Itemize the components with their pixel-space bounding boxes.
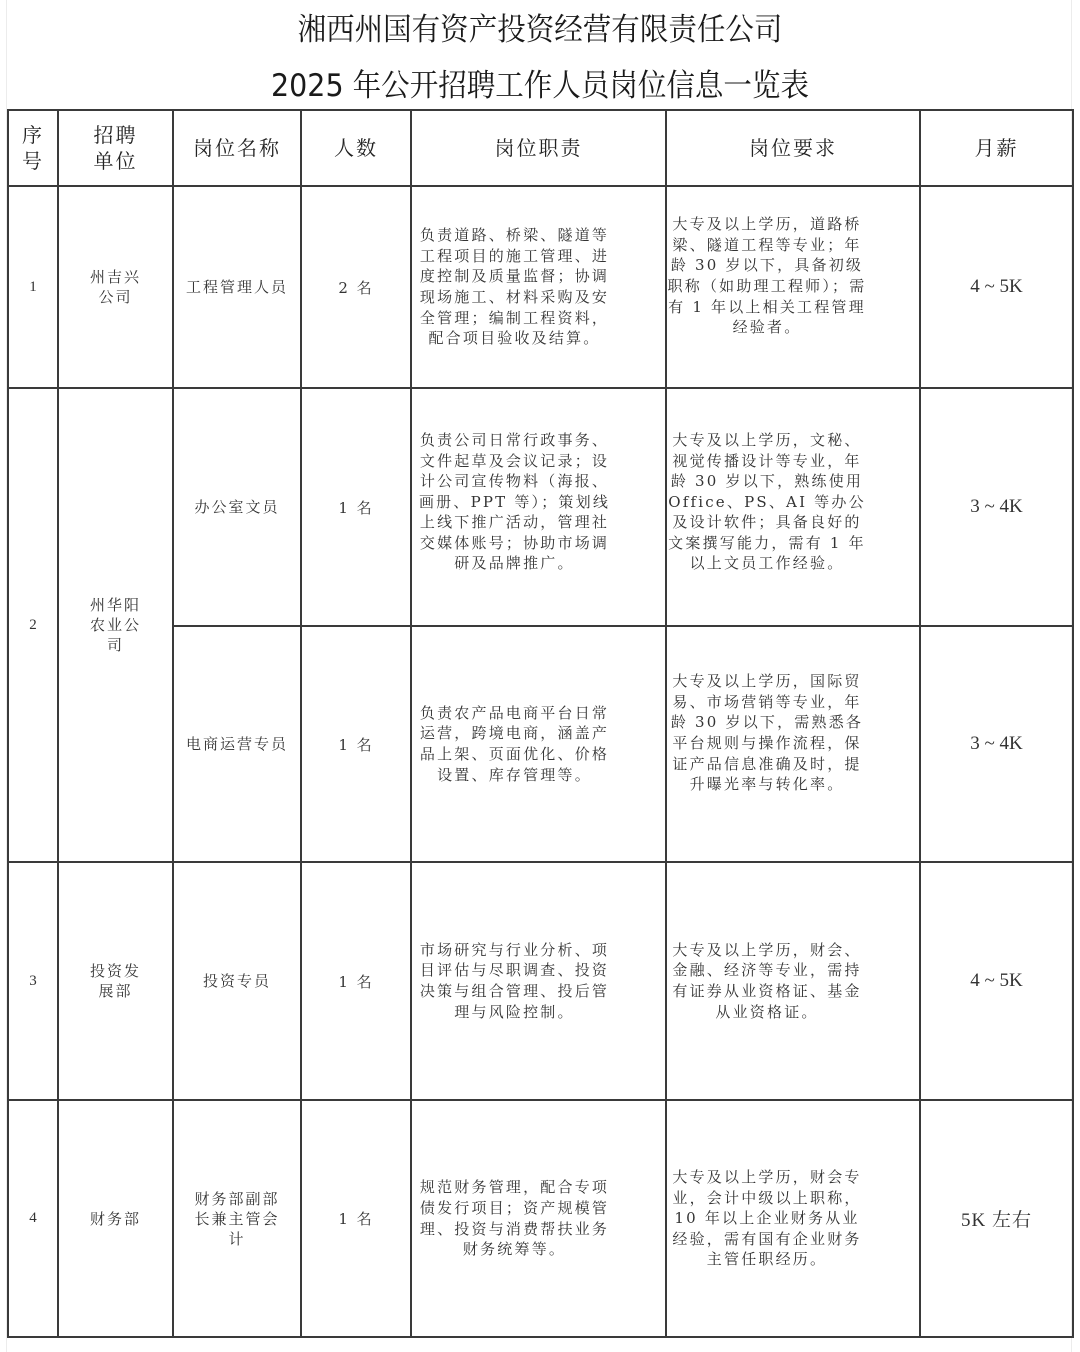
header-count: 人数	[301, 110, 411, 186]
row-duties: 市场研究与行业分析、项目评估与尽职调查、投资决策与组合管理、投后管理与风险控制。	[411, 862, 666, 1100]
document-subtitle: 2025 年公开招聘工作人员岗位信息一览表	[271, 68, 809, 104]
row-duties: 规范财务管理，配合专项债发行项目；资产规模管理、投资与消费帮扶业务财务统筹等。	[411, 1100, 666, 1337]
job-table	[7, 109, 1074, 1338]
document-title: 湘西州国有资产投资经营有限责任公司	[297, 12, 783, 48]
row-salary: 3 ~ 4K	[920, 388, 1073, 626]
row-requirements: 大专及以上学历，财会、金融、经济等专业，需持有证券从业资格证、基金从业资格证。	[666, 862, 920, 1100]
row-index: 1	[8, 186, 58, 388]
row-unit: 州吉兴公司	[58, 186, 173, 388]
row-count: 1 名	[301, 1100, 411, 1337]
row-salary: 4 ~ 5K	[920, 862, 1073, 1100]
row-index: 3	[8, 862, 58, 1100]
row-position: 电商运营专员	[173, 626, 301, 862]
row-position: 办公室文员	[173, 388, 301, 626]
table-row	[8, 1100, 1073, 1337]
row-count: 1 名	[301, 626, 411, 862]
row-count: 2 名	[301, 186, 411, 388]
table-row	[8, 388, 1073, 626]
header-row	[8, 110, 1073, 186]
row-salary: 3 ~ 4K	[920, 626, 1073, 862]
row-duties: 负责农产品电商平台日常运营，跨境电商，涵盖产品上架、页面优化、价格设置、库存管理等。	[411, 626, 666, 862]
row-count: 1 名	[301, 862, 411, 1100]
row-salary: 4 ~ 5K	[920, 186, 1073, 388]
header-requirements: 岗位要求	[666, 110, 920, 186]
row-duties: 负责公司日常行政事务、文件起草及会议记录；设计公司宣传物料（海报、画册、PPT 等）；策划线上线下推广活动，管理社交媒体账号；协助市场调研及品牌推广。	[411, 388, 666, 626]
row-requirements: 大专及以上学历，文秘、视觉传播设计等专业，年龄 30 岁以下，熟练使用 Office、PS、AI 等办公及设计软件；具备良好的文案撰写能力，需有 1 年以上文员工作经验。	[666, 388, 920, 626]
row-index: 4	[8, 1100, 58, 1337]
row-position: 工程管理人员	[173, 186, 301, 388]
header-index: 序号	[8, 110, 58, 186]
header-unit: 招聘单位	[58, 110, 173, 186]
header-duties: 岗位职责	[411, 110, 666, 186]
row-count: 1 名	[301, 388, 411, 626]
row-position: 投资专员	[173, 862, 301, 1100]
row-requirements: 大专及以上学历，道路桥梁、隧道工程等专业；年龄 30 岁以下，具备初级职称（如助理工程师）；需有 1 年以上相关工程管理经验者。	[666, 186, 920, 388]
table-row	[8, 862, 1073, 1100]
row-requirements: 大专及以上学历，财会专业，会计中级以上职称， 10 年以上企业财务从业经验，需有国有企业财务主管任职经历。	[666, 1100, 920, 1337]
row-unit: 财务部	[58, 1100, 173, 1337]
header-salary: 月薪	[920, 110, 1073, 186]
header-position: 岗位名称	[173, 110, 301, 186]
row-requirements: 大专及以上学历，国际贸易、市场营销等专业，年龄 30 岁以下，需熟悉各平台规则与操作流程，保证产品信息准确及时，提升曝光率与转化率。	[666, 626, 920, 862]
row-position: 财务部副部长兼主管会计	[173, 1100, 301, 1337]
row-unit: 州华阳农业公司	[58, 388, 173, 862]
row-salary: 5K 左右	[920, 1100, 1073, 1337]
table-row	[8, 186, 1073, 388]
row-duties: 负责道路、桥梁、隧道等工程项目的施工管理、进度控制及质量监督；协调现场施工、材料采购及安全管理；编制工程资料，配合项目验收及结算。	[411, 186, 666, 388]
row-unit: 投资发展部	[58, 862, 173, 1100]
row-index: 2	[8, 388, 58, 862]
